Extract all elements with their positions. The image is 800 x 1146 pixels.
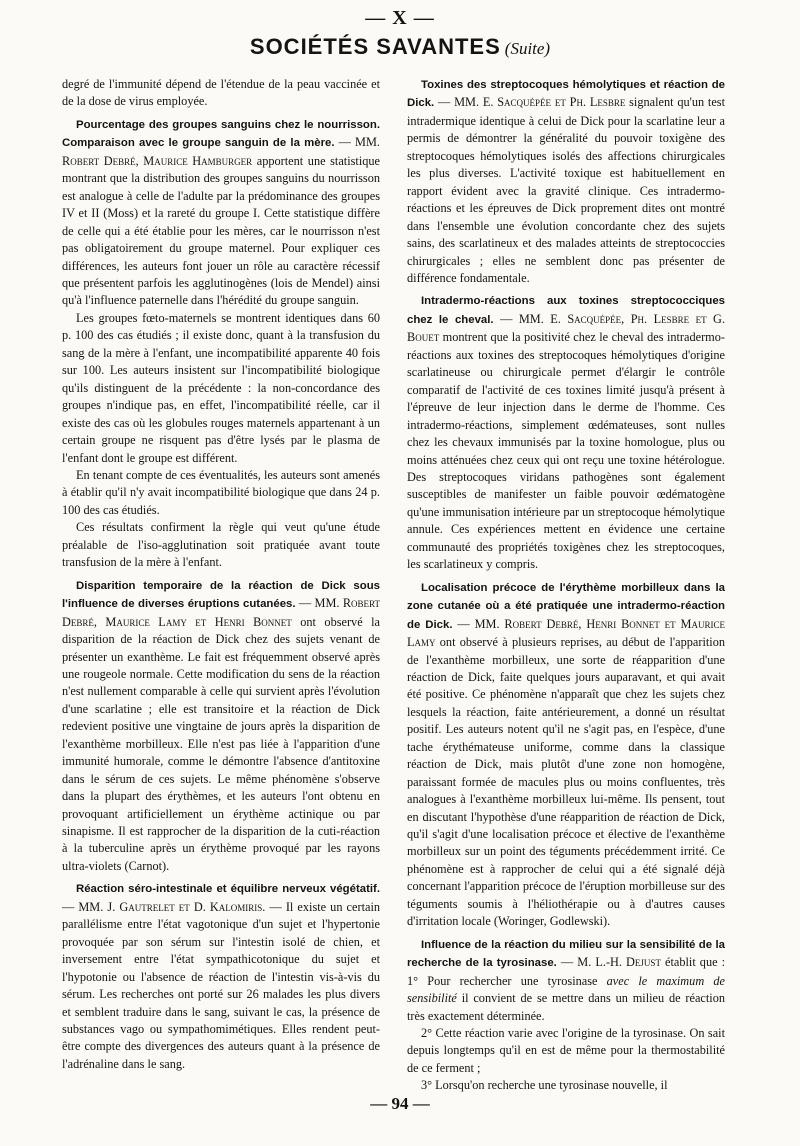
section-heading	[0, 30, 800, 67]
article-italic: avec le maximum de sensibilité	[407, 973, 725, 1006]
page-number: — 94 —	[370, 1094, 430, 1113]
left-column	[62, 76, 380, 1073]
article-lead: Disparition temporaire de la réaction de Dick sous l'influence de diverses éruptions cutanées. — MM. Robert Debré, Maurice Lamy et Henri Bonnet ont observé la disparition de la réaction de Dick chez des sujets venant de présenter un exanthème. Le fait est fréquemment observé après une rougeole normale. Cette modification du sens de la réaction n'est nullement comparable à celle qui survient après l'évolution d'une scarlatine ; elle est transitoire et la réaction de Dick redevient positive une vingtaine de jours après la disparition de l'exanthème morbilleux. Elle n'est pas liée à l'apparition d'une immunité humorale, comme le démontre l'absence d'antitoxine dans le sérum de ces sujets. Le même phénomène s'observe dans la plupart des érythèmes, et les auteurs l'ont obtenu en provoquant artificiellement un érythème actinique ou par sinapisme. Il est rapprocher de la disparition de la cuti-réaction à la tuberculine après un érythème provoqué par les rayons ultra-violets (Carnot).	[62, 579, 380, 873]
section-heading-main: SOCIÉTÉS SAVANTES	[249, 34, 501, 59]
article-title: Disparition temporaire de la réaction de Dick sous l'influence de diverses éruptions cutanées.	[62, 579, 380, 611]
article-sero-intestinal	[62, 880, 380, 1073]
section-heading-suite: (Suite)	[504, 39, 551, 58]
article-authors: J. Gautrelet et D. Kalomiris	[107, 899, 263, 914]
article-blood-groups	[62, 116, 380, 572]
article-text: établit que : 1° Pour rechercher une tyrosinase	[407, 955, 726, 988]
article-text: il convient de se mettre dans un milieu de réaction très exactement déterminée.	[407, 991, 725, 1023]
article-authors: Robert Debré, Maurice Hamburger	[62, 153, 253, 168]
article-lead: Intradermo-réactions aux toxines streptococciques chez le cheval. — MM. E. Sacquépée, Ph. Lesbre et G. Bouet montrent que la positivité chez le cheval des intradermo-réactions aux toxines des streptocoques hémolytiques d'origine scarlatineuse ou chirurgicale permet d'élargir le contrôle comparatif de l'activité de ces toxines limité jusqu'à présent à l'épreuve de leur injection dans le derme de l'homme. Ces intradermo-réactions, simplement œdémateuses, sont nulles chez les chevaux immunisés par la toxine homologue, plus ou moins atténuées chez ceux qui ont reçu une toxine hétérologue. Des streptocoques viridans pathogènes sont également susceptibles de manifester un faible pouvoir œdématogène qu'une immunisation intérieure par un streptocoque hémolytique annule. Ces expériences mettent en évidence une certaine communauté des propriétés toxigènes chez les streptocoques, les scarlatineux y compris.	[407, 295, 726, 572]
article-authors: Robert Debré, Maurice Lamy et Henri Bonnet	[62, 596, 380, 629]
article-authors: Robert Debré, Henri Bonnet et Maurice Lamy	[407, 616, 725, 650]
article-lead: Pourcentage des groupes sanguins chez le nourrisson. Comparaison avec le groupe sanguin de la mère. — MM. Robert Debré, Maurice Hamburger apportent une statistique montrant que la distribution des groupes sanguins du nourrisson est analogue à celle de l'adulte par la prédominance des groupes IV et II (Moss) et la rareté du groupe I. Cette statistique diffère de celle qui a été établie pour les mères, car le nourrisson n'est pas obligatoirement du groupe maternel. Pour expliquer ces différences, les auteurs font jouer un rôle au caractère récessif que présentent parfois les agglutinogènes (lois de Mendel) ainsi qu'à l'influence paternelle dans l'hérédité du groupe sanguin.	[62, 118, 381, 308]
article-text: ont observé la disparition de la réaction de Dick chez des sujets venant de présenter un exanthème. Le fait est fréquemment observé après une rougeole normale. Cette modification du sens de la réaction n'est nullement comparable à celle qui survient après l'évolution d'une scarlatine ; elle est transitoire et la réaction de Dick redevient positive une vingtaine de jours après la disparition de l'exanthème morbilleux. Elle n'est pas liée à l'apparition d'une immunité humorale, comme le démontre l'absence d'antitoxine dans le sérum de ces sujets. Le même phénomène s'observe dans la plupart des érythèmes, et les auteurs l'ont obtenu en provoquant artificiellement un érythème actinique ou par sinapisme. Il est rapprocher de la disparition de la cuti-réaction à la tuberculine après un érythème provoqué par les rayons ultra-violets (Carnot).	[62, 614, 380, 873]
article-lead: Localisation précoce de l'érythème morbilleux dans la zone cutanée où a été pratiquée une intradermo-réaction de Dick. — MM. Robert Debré, Henri Bonnet et Maurice Lamy ont observé à plusieurs reprises, au début de l'apparition de l'exanthème morbilleux, une sorte de réapparition d'une réaction de Dick, faite quelques jours auparavant, et qui avait été positive. Ce phénomène n'apparaît que chez les sujets chez lesquels la réaction, faite antérieurement, a donné un résultat positif. Les auteurs notent qu'il ne s'agit pas, en l'espèce, d'une tache érythémateuse uniforme, comme dans la classique réaction de Dick, mais plutôt d'une zone non homogène, paraissant formée de macules plus ou moins confluentes, très analogues à l'exanthème morbilleux lui-même. Ils pensent, tout en discutant l'hypothèse d'une réapparition de réaction de Dick, qu'il s'agit d'une localisation précoce et élective de l'exanthème morbilleux sur un point des téguments précédemment irrité. Ce phénomène est à rapprocher de celui qui a été signalé déjà concernant l'apparition précoce de l'éruption morbilleuse sur des téguments soumis à l'héliothérapie ou à d'autres causes d'irritation locale (Woringer, Godlewski).	[407, 581, 725, 929]
article-title: Toxines des streptocoques hémolytiques et réaction de Dick.	[407, 79, 725, 110]
article-text: montrent que la positivité chez le cheval des intradermo-réactions aux toxines des streptocoques hémolytiques d'origine scarlatineuse ou chirurgicale permet d'élargir le contrôle comparatif de l'activité de ces toxines limité jusqu'à présent à l'épreuve de leur injection dans le derme de l'homme. Ces intradermo-réactions, simplement œdémateuses, sont nulles chez les chevaux immunisés par la toxine homologue, plus ou moins atténuées chez ceux qui ont reçu une toxine hétérologue. Des streptocoques viridans pathogènes sont également susceptibles de manifester un faible pouvoir œdématogène qu'une immunisation intérieure par un streptocoque hémolytique annule. Ces expériences mettent en évidence une certaine communauté des propriétés toxigènes chez les streptocoques, les scarlatineux y compris.	[407, 330, 725, 572]
article-paragraph: Ces résultats confirment la règle qui veut qu'une étude préalable de l'iso-agglutination soit pratiquée avant toute transfusion de la mère à l'enfant.	[62, 520, 380, 570]
article-title: Réaction séro-intestinale et équilibre nerveux végétatif.	[76, 883, 380, 896]
article-text: . — Il existe un certain parallélisme entre l'état vagotonique d'un sujet et l'hypertonie provoquée par son sérum sur l'intestin isolé de chien, et inversement entre l'état sympathicotonique du sujet et l'hypotonie ou l'absence de réaction de l'intestin vis-à-vis du sérum. Les recherches ont porté sur 26 malades les plus divers et semblent traduire dans le sang, suivant le cas, la présence de substances vago ou sympathomimétiques. Elles rendent peut-être compte des divergences des auteurs quant à la présence de l'adrénaline dans le sang.	[62, 899, 381, 1071]
continued-paragraph: degré de l'immunité dépend de l'étendue de la peau vaccinée et de la dose de virus employée.	[62, 77, 380, 109]
article-measles-localisation	[407, 579, 725, 931]
article-text: ont observé à plusieurs reprises, au début de l'apparition de l'exanthème morbilleux, une sorte de réapparition d'une réaction de Dick, faite quelques jours auparavant, et qui avait été positive. Ce phénomène n'apparaît que chez les sujets chez lesquels la réaction, faite antérieurement, a donné un résultat positif. Les auteurs notent qu'il ne s'agit pas, en l'espèce, d'une tache érythémateuse uniforme, comme dans la classique réaction de Dick, mais plutôt d'une zone non homogène, paraissant formée de macules plus ou moins confluentes, très analogues à l'exanthème morbilleux lui-même. Ils pensent, tout en discutant l'hypothèse d'une réapparition de réaction de Dick, qu'il s'agit d'une localisation précoce et élective de l'exanthème morbilleux sur un point des téguments précédemment irrité. Ce phénomène est à rapprocher de celui qui a été signalé déjà concernant l'apparition précoce de l'éruption morbilleuse sur des téguments soumis à l'héliothérapie ou à d'autres causes d'irritation locale (Woringer, Godlewski).	[407, 635, 725, 929]
article-lead: Influence de la réaction du milieu sur la sensibilité de la recherche de la tyrosinase. — M. L.-H. Dejust établit que : 1° Pour rechercher une tyrosinase avec le maximum de sensibilité il convient de se mettre dans un milieu de réaction très exactement déterminée.	[407, 938, 726, 1023]
article-lead: Toxines des streptocoques hémolytiques et réaction de Dick. — MM. E. Sacquépée et Ph. Lesbre signalent qu'un test intradermique identique à celui de Dick pour la scarlatine leur a permis de démontrer la généralité du pouvoir toxigène des streptocoques hémolytiques isolés des affections chirurgicales les plus diverses. L'activité toxique est habituellement en rapport évident avec la gravité clinique. Ces intradermo-réactions et les épreuves de Dick proprement dites ont montré dans l'ensemble une évolution concordante chez des sujets sains, des scarlatineux et des malades atteints de streptococcies chirurgicales ; elles ne semblent donc pas présenter de différence fondamentale.	[407, 79, 725, 285]
article-horse-intradermo	[407, 292, 725, 573]
article-title: Pourcentage des groupes sanguins chez le nourrisson. Comparaison avec le groupe sanguin de la mère.	[62, 118, 380, 150]
article-text: apportent une statistique montrant que la distribution des groupes sanguins du nourrisson est analogue à celle de l'adulte par la prédominance des groupes IV et II (Moss) et la rareté du groupe I. Cette statistique diffère de celle qui a été établie pour les mères, car le nourrisson n'est pas obligatoirement du groupe maternel. Pour expliquer ces différences, les auteurs font jouer un rôle au caractère récessif que présentent parfois les agglutinogènes (lois de Mendel) ainsi qu'à l'influence paternelle dans l'hérédité du groupe sanguin.	[62, 153, 380, 308]
article-title: Intradermo-réactions aux toxines streptococciques chez le cheval.	[407, 295, 725, 326]
article-paragraph: 3° Lorsqu'on recherche une tyrosinase nouvelle, il	[421, 1078, 668, 1093]
article-tyrosinase	[407, 936, 725, 1095]
article-text: signalent qu'un test intradermique identique à celui de Dick pour la scarlatine leur a permis de démontrer la généralité du pouvoir toxigène des streptocoques hémolytiques isolés des affections chirurgicales les plus diverses. L'activité toxique est habituellement en rapport évident avec la gravité clinique. Ces intradermo-réactions et les épreuves de Dick proprement dites ont montré dans l'ensemble une évolution concordante chez des sujets sains, des scarlatineux et des malades atteints de streptococcies chirurgicales ; elles ne semblent donc pas présenter de différence fondamentale.	[407, 95, 725, 285]
article-paragraph: 2° Cette réaction varie avec l'origine de la tyrosinase. On sait depuis longtemps qu'il en est de même pour la thermostabilité de ce ferment ;	[407, 1026, 725, 1075]
roman-page-number: — X —	[365, 7, 435, 29]
article-title: Localisation précoce de l'érythème morbilleux dans la zone cutanée où a été pratiquée une intradermo-réaction de Dick.	[407, 581, 725, 631]
article-streptococcus-toxins	[407, 76, 725, 287]
right-column	[407, 76, 725, 1095]
article-dick-disappearance	[62, 577, 380, 876]
article-authors: E. Sacquépée, Ph. Lesbre et G. Bouet	[407, 311, 726, 345]
article-title: Influence de la réaction du milieu sur la sensibilité de la recherche de la tyrosinase.	[407, 938, 725, 970]
page-header	[0, 6, 800, 67]
article-paragraph: En tenant compte de ces éventualités, les auteurs sont amenés à établir qu'il n'y avait incompatibilité biologique que dans 24 p. 100 des cas étudiés.	[62, 467, 380, 517]
article-authors: E. Sacquépée et Ph. Lesbre	[482, 95, 626, 110]
article-authors: L.-H. Dejust	[595, 955, 661, 970]
article-lead: Réaction séro-intestinale et équilibre nerveux végétatif. — MM. J. Gautrelet et D. Kalomiris. — Il existe un certain parallélisme entre l'état vagotonique d'un sujet et l'hypertonie provoquée par son sérum sur l'intestin isolé de chien, et inversement entre l'état sympathicotonique du sujet et l'hypotonie ou l'absence de réaction de l'intestin vis-à-vis du sérum. Les recherches ont porté sur 26 malades les plus divers et semblent traduire dans le sang, suivant le cas, la présence de substances vago ou sympathomimétiques. Elles rendent peut-être compte des divergences des auteurs quant à la présence de l'adrénaline dans le sang.	[62, 883, 381, 1071]
article-paragraph: Les groupes fœto-maternels se montrent identiques dans 60 p. 100 des cas étudiés ; il existe donc, quant à la transfusion du sang de la mère à l'enfant, une incompatibilité apparente 40 fois sur 100. Les auteurs insistent sur l'incompatibilité biologique qu'ils distinguent de la précédente : la non-concordance des groupes n'indique pas, en effet, l'incompatibilité réelle, car il existe des cas où les globules rouges maternels appartenant à un certain groupe ne risquent pas d'être lysés par le plasma de l'enfant dont le groupe est différent.	[62, 310, 380, 465]
